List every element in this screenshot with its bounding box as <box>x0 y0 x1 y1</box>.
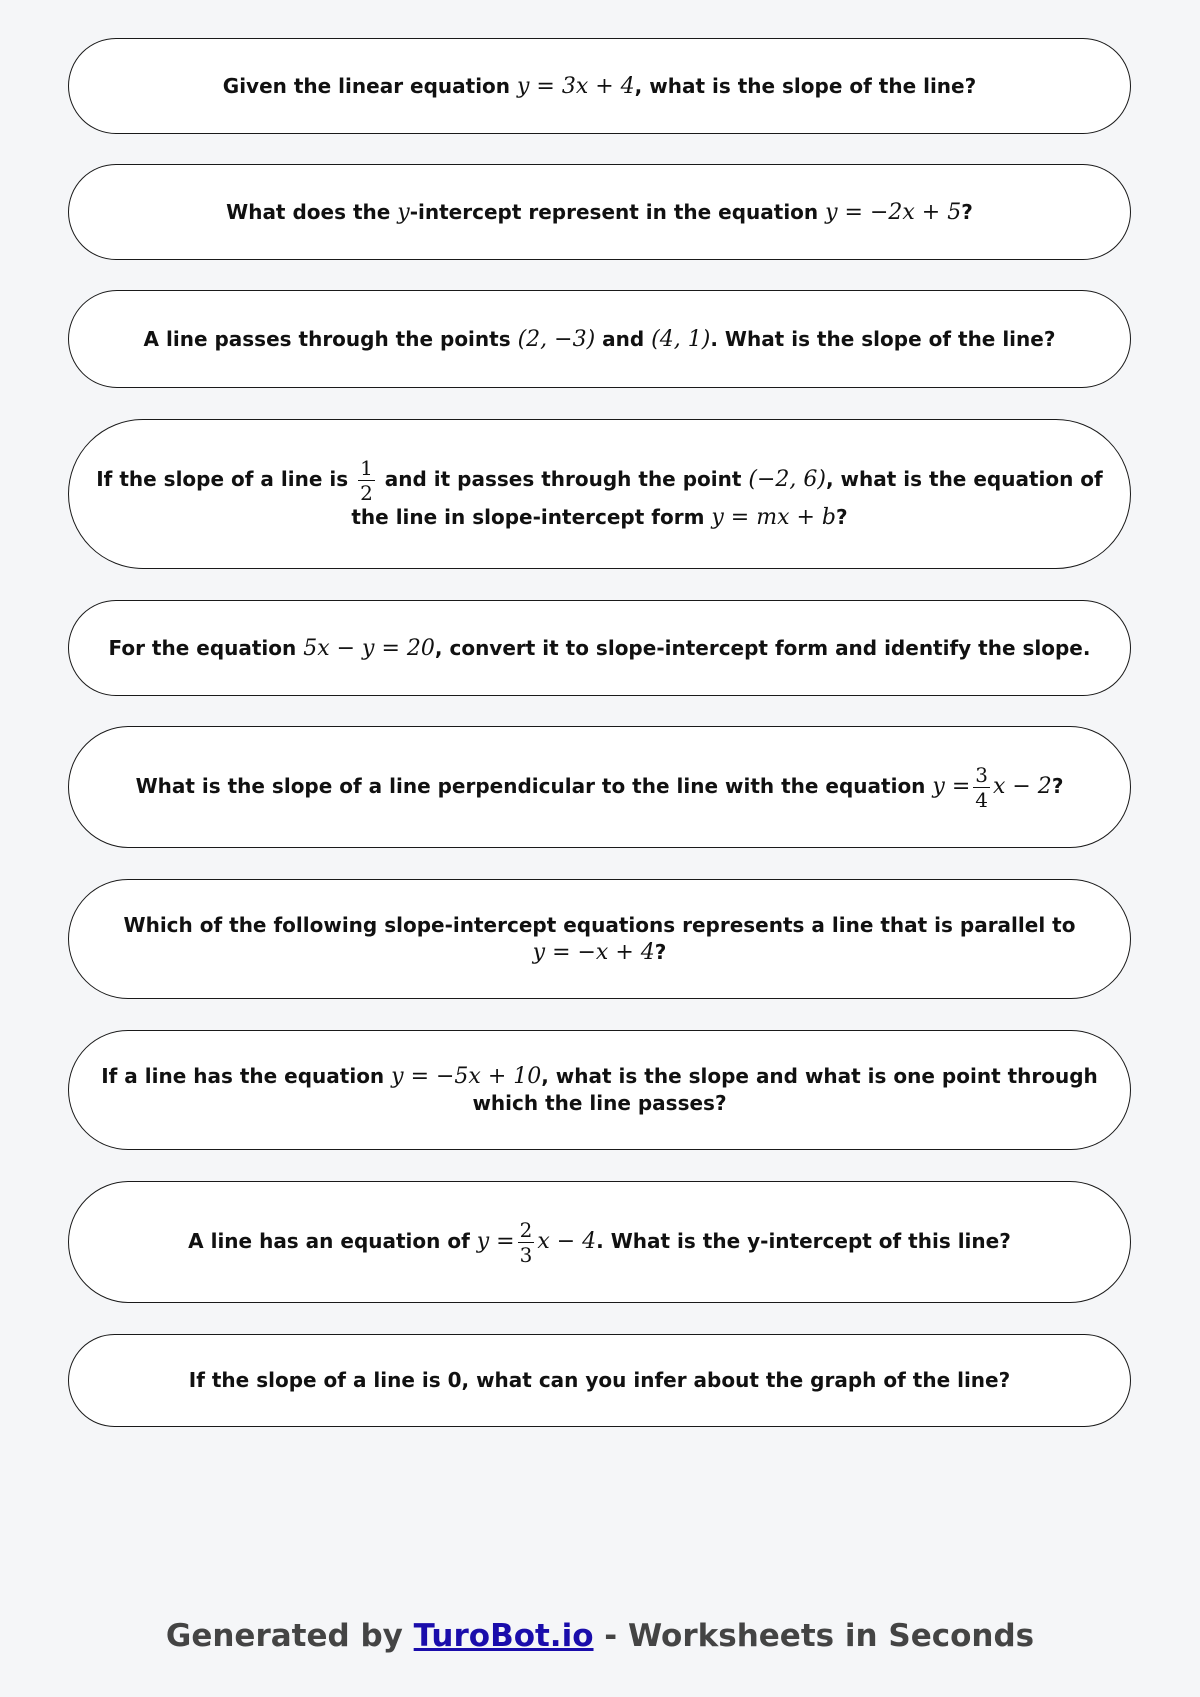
question-text-segment: ? <box>654 940 667 964</box>
question-text-segment: . What is the slope of the line? <box>710 326 1056 351</box>
question-card <box>68 164 1131 260</box>
fraction <box>973 764 990 811</box>
question-card <box>68 290 1131 388</box>
fraction <box>518 1219 535 1266</box>
question-text-segment: If a line has the equation <box>101 1064 392 1088</box>
question-text-segment: For the equation <box>108 635 304 660</box>
math-expression: (2, −3) <box>517 326 596 352</box>
question-card <box>68 1334 1131 1427</box>
fraction-numerator: 3 <box>975 762 988 787</box>
fraction-denominator: 4 <box>975 787 988 812</box>
fraction-numerator: 2 <box>519 1217 533 1242</box>
question-text-segment: What is the slope of a line perpendicular to the line with the equation <box>135 773 933 798</box>
question-text-segment: Which of the following slope-intercept equations represents a line that is parallel to <box>123 913 1083 937</box>
question-card <box>68 1181 1131 1303</box>
question-card <box>68 600 1131 696</box>
question-text-segment: Given the linear equation <box>222 73 517 98</box>
question-card <box>68 419 1131 569</box>
question-text <box>223 73 976 100</box>
math-expression: y = −2x + 5 <box>825 199 962 225</box>
question-text <box>87 912 1112 966</box>
math-expression: y = mx + b <box>711 505 836 530</box>
question-text-segment: , convert it to slope-intercept form and identify the slope. <box>434 635 1091 660</box>
question-text-segment: -intercept represent in the equation <box>409 199 826 224</box>
question-text <box>87 1063 1112 1117</box>
footer-prefix: Generated by <box>165 1618 414 1654</box>
question-text-segment: ? <box>836 505 848 529</box>
question-card <box>68 1030 1131 1150</box>
math-expression: y <box>397 199 410 225</box>
turobot-link[interactable]: TuroBot.io <box>413 1618 594 1654</box>
question-text <box>109 635 1091 662</box>
question-text-segment: If the slope of a line is 0, what can you infer about the graph of the line? <box>188 1368 1011 1392</box>
question-card <box>68 726 1131 848</box>
question-text-segment: , what is the slope of the line? <box>634 73 977 98</box>
fraction-denominator: 3 <box>519 1242 533 1267</box>
question-text-segment: If the slope of a line is <box>96 467 356 491</box>
question-text-segment: ? <box>961 199 973 224</box>
question-text <box>87 457 1112 531</box>
math-expression: (4, 1) <box>651 326 711 352</box>
question-card <box>68 879 1131 999</box>
fraction-numerator: 1 <box>360 456 373 480</box>
math-expression: y = −x + 4 <box>532 940 655 965</box>
math-expression: y = −5x + 10 <box>391 1064 542 1089</box>
math-expression: x − 2 <box>992 773 1052 799</box>
question-text <box>144 326 1056 353</box>
question-text <box>188 1219 1011 1266</box>
question-text-segment: . What is the y-intercept of this line? <box>596 1228 1011 1253</box>
question-text-segment: and <box>595 326 652 351</box>
math-expression: y = <box>476 1228 515 1254</box>
question-text-segment: A line has an equation of <box>188 1228 477 1253</box>
question-text-segment: , what is the slope and what is one point through which the line passes? <box>472 1064 1105 1115</box>
question-text-segment: , what is the equation of the line in slope-intercept form <box>351 467 1110 529</box>
fraction-denominator: 2 <box>360 481 373 505</box>
math-expression: y = 3x + 4 <box>517 73 635 99</box>
question-text <box>226 199 973 226</box>
math-expression: y = <box>932 773 971 799</box>
question-text <box>189 1367 1010 1394</box>
question-text-segment: ? <box>1051 773 1064 798</box>
question-text-segment: A line passes through the points <box>143 326 518 351</box>
question-text-segment: and it passes through the point <box>377 467 749 491</box>
math-expression: x − 4 <box>537 1228 597 1254</box>
math-expression: 5x − y = 20 <box>303 635 435 661</box>
question-card <box>68 38 1131 134</box>
question-text <box>136 764 1064 811</box>
question-text-segment: What does the <box>226 199 398 224</box>
footer-suffix: - Worksheets in Seconds <box>593 1618 1035 1654</box>
fraction <box>358 457 375 504</box>
footer <box>0 1618 1200 1654</box>
math-expression: (−2, 6) <box>748 467 826 492</box>
